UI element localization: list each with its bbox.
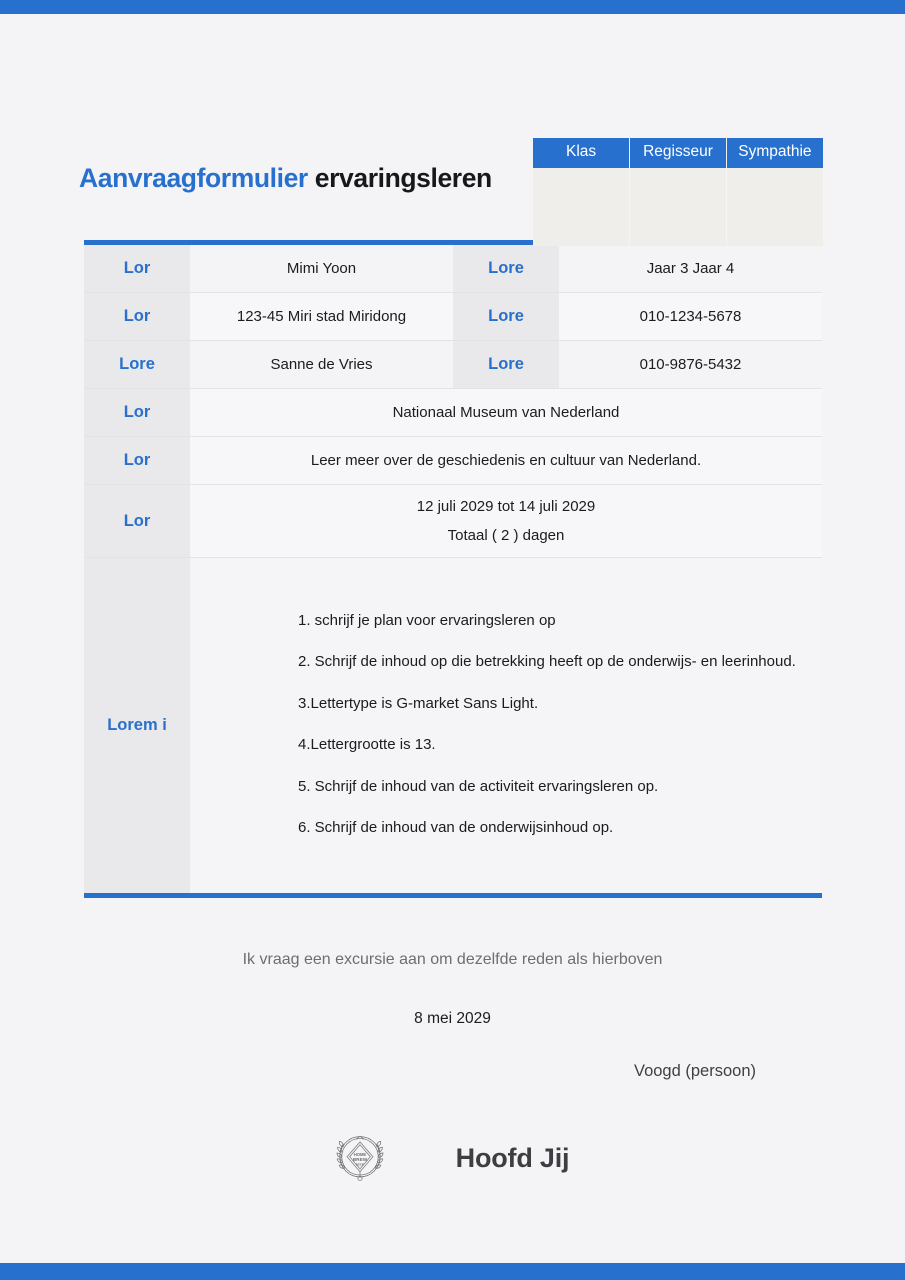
row-value-guardian-phone[interactable]: 010-9876-5432	[559, 341, 822, 389]
page-title	[79, 163, 492, 194]
row-label-purpose: Lor	[84, 437, 190, 485]
table-row	[84, 293, 822, 341]
svg-text:BEER: BEER	[355, 1162, 364, 1167]
table-row	[84, 341, 822, 389]
list-item: 6. Schrijf de inhoud van de onderwijsinhoud op.	[298, 819, 614, 836]
row-label-guardian-phone: Lore	[453, 341, 559, 389]
row-label-phone: Lore	[453, 293, 559, 341]
application-form-table	[84, 240, 822, 898]
approval-cell-klas[interactable]	[533, 168, 630, 246]
row-label-period: Lor	[84, 485, 190, 558]
list-item: 1. schrijf je plan voor ervaringsleren op	[298, 611, 556, 629]
list-item: 2. Schrijf de inhoud op die betrekking heeft op de onderwijs- en leerinhoud.	[298, 653, 796, 670]
table-row	[84, 389, 822, 437]
row-value-grade[interactable]: Jaar 3 Jaar 4	[559, 243, 822, 293]
top-accent-bar	[0, 0, 905, 14]
row-value-notes[interactable]	[190, 558, 822, 896]
table-row-notes	[84, 558, 822, 896]
row-value-destination[interactable]: Nationaal Museum van Nederland	[190, 389, 822, 437]
period-total-days: Totaal ( 2 ) dagen	[447, 527, 565, 544]
submission-date: 8 mei 2029	[414, 1010, 491, 1027]
row-label-address: Lor	[84, 293, 190, 341]
approval-column-regisseur: Regisseur	[630, 138, 727, 168]
page-title-rest: ervaringsleren	[307, 163, 492, 193]
request-statement: Ik vraag een excursie aan om dezelfde reden als hierboven	[242, 951, 663, 968]
approval-cell-sympathie[interactable]	[726, 168, 823, 246]
approval-cell-regisseur[interactable]	[630, 168, 727, 246]
svg-text:BREW: BREW	[352, 1158, 367, 1164]
bottom-accent-bar	[0, 1263, 905, 1280]
signature-label: Voogd (persoon)	[633, 1062, 756, 1080]
list-item: 4.Lettergrootte is 13.	[298, 736, 436, 753]
approval-signature-row	[533, 168, 823, 246]
table-row	[84, 437, 822, 485]
approval-signoff-table	[533, 138, 823, 246]
row-label-destination: Lor	[84, 389, 190, 437]
list-item: 3.Lettertype is G-market Sans Light.	[298, 694, 539, 712]
brand-emblem-icon	[336, 1132, 384, 1184]
row-label-notes: Lorem i	[84, 558, 190, 896]
row-value-purpose[interactable]: Leer meer over de geschiedenis en cultuur van Nederland.	[190, 437, 822, 485]
footer-brand	[0, 1132, 905, 1184]
row-label-grade: Lore	[453, 243, 559, 293]
row-value-period[interactable]	[190, 485, 822, 558]
period-date-range: 12 juli 2029 tot 14 juli 2029	[416, 498, 596, 515]
row-value-address[interactable]: 123-45 Miri stad Miridong	[190, 293, 453, 341]
page-title-accent: Aanvraagformulier	[79, 163, 308, 193]
approval-header-row	[533, 138, 823, 168]
approval-column-klas: Klas	[533, 138, 630, 168]
table-row-period	[84, 485, 822, 558]
table-row	[84, 243, 822, 293]
row-label-student-name: Lor	[84, 243, 190, 293]
row-value-student-name[interactable]: Mimi Yoon	[190, 243, 453, 293]
row-value-phone[interactable]: 010-1234-5678	[559, 293, 822, 341]
approval-column-sympathie: Sympathie	[726, 138, 823, 168]
row-value-guardian-name[interactable]: Sanne de Vries	[190, 341, 453, 389]
brand-name: Hoofd Jij	[455, 1142, 570, 1173]
list-item: 5. Schrijf de inhoud van de activiteit ervaringsleren op.	[298, 777, 659, 795]
row-label-guardian-name: Lore	[84, 341, 190, 389]
svg-text:HOME: HOME	[353, 1151, 366, 1157]
